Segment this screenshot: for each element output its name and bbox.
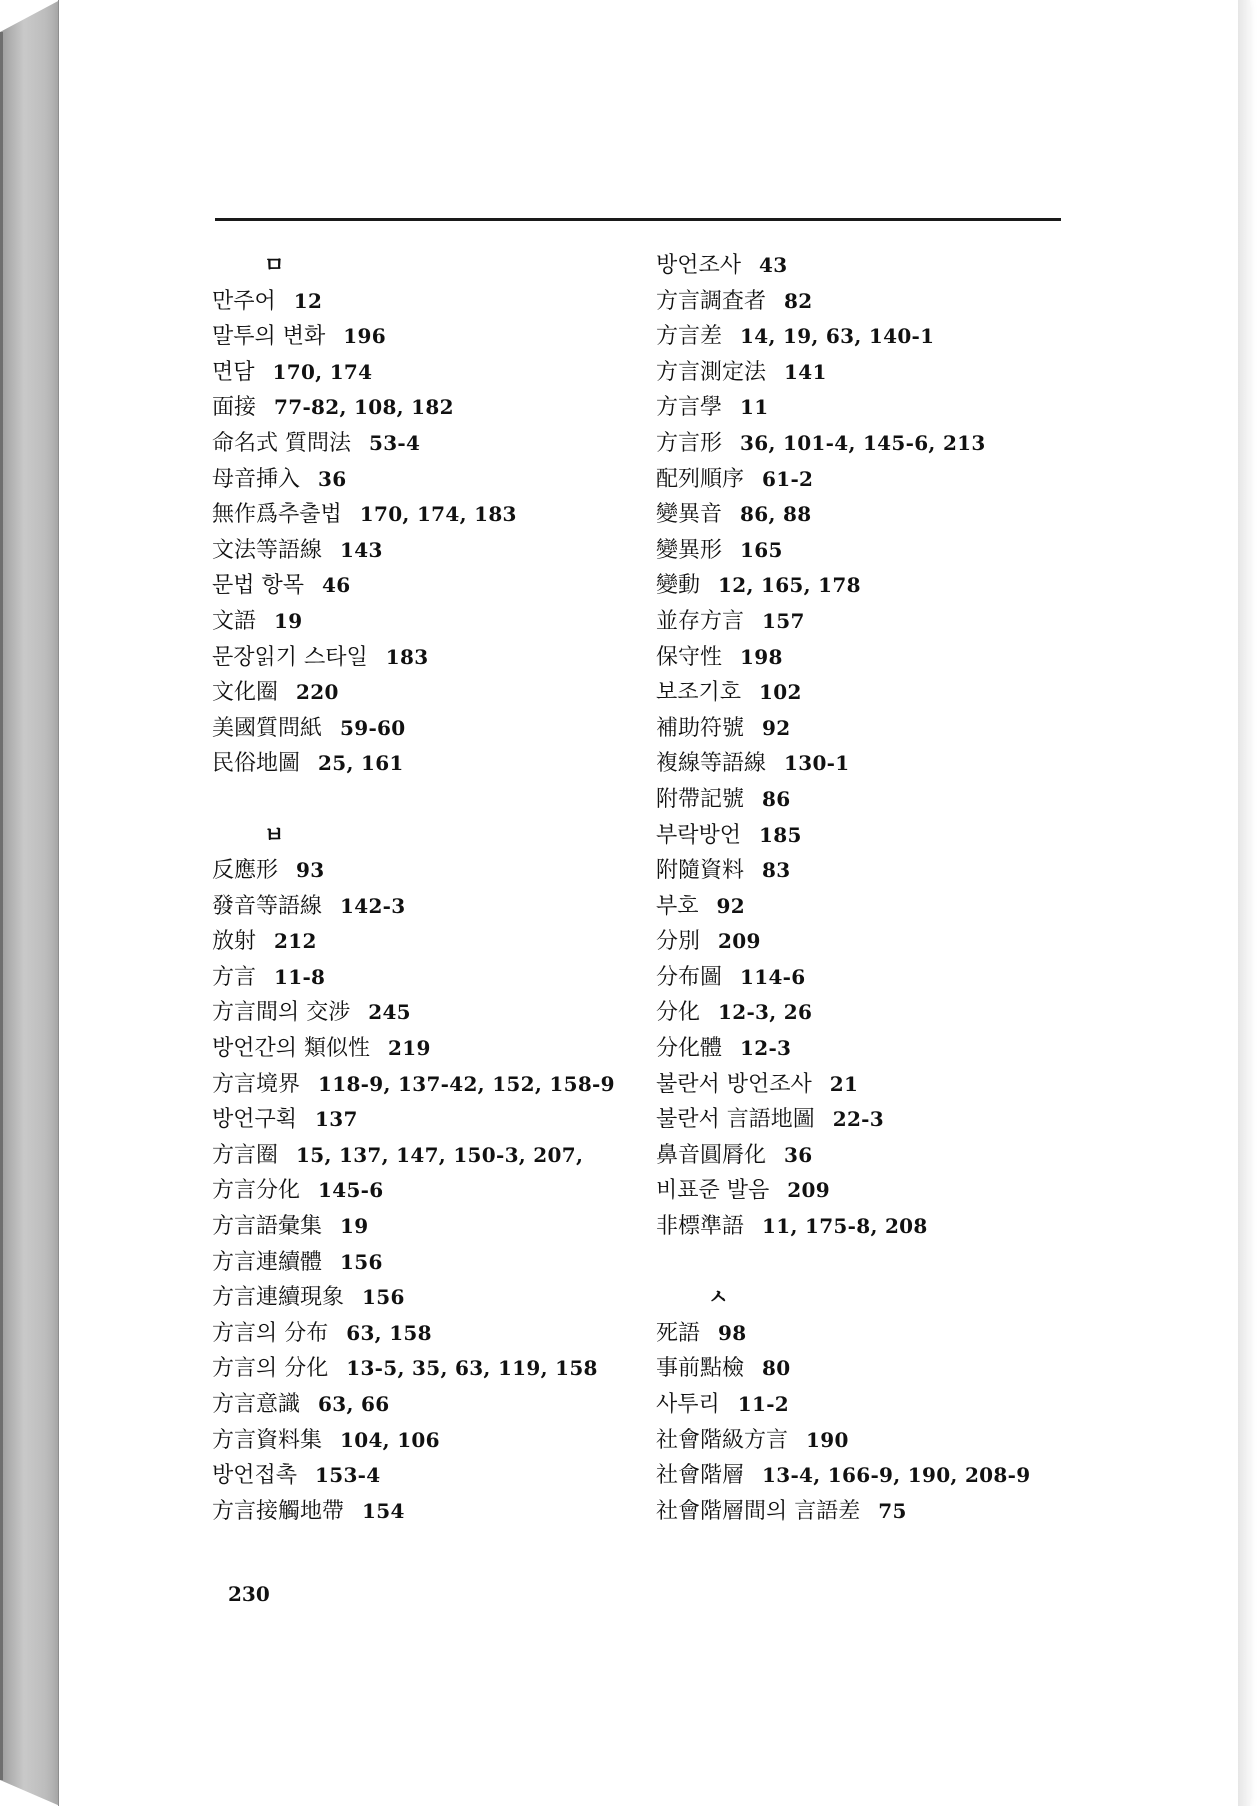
index-term: 方言測定法 <box>656 359 767 385</box>
index-entry <box>212 1387 632 1423</box>
index-pages: 209 <box>718 929 761 954</box>
index-pages: 46 <box>322 573 351 598</box>
index-entry <box>212 924 632 960</box>
index-entry <box>656 1031 1076 1067</box>
index-entry <box>212 426 632 462</box>
index-pages: 154 <box>362 1498 405 1523</box>
index-term: 부호 <box>656 893 699 919</box>
index-pages: 93 <box>296 858 325 883</box>
index-pages: 142-3 <box>340 893 406 918</box>
index-term: 面接 <box>212 395 257 421</box>
spine-edge <box>0 32 3 1780</box>
index-entry <box>656 1316 1076 1352</box>
index-pages: 11, 175-8, 208 <box>762 1214 928 1239</box>
index-entry <box>212 1245 632 1281</box>
index-pages: 220 <box>296 680 339 705</box>
index-pages: 86, 88 <box>740 502 812 527</box>
index-entry <box>656 426 1076 462</box>
index-pages: 12, 165, 178 <box>718 573 861 598</box>
index-entry <box>656 355 1076 391</box>
index-term: 方言의 分化 <box>212 1356 329 1382</box>
index-entry <box>212 675 632 711</box>
index-pages: 165 <box>740 537 783 562</box>
index-pages: 12-3 <box>740 1036 792 1061</box>
index-entry <box>656 1494 1076 1530</box>
index-entry <box>212 1458 632 1494</box>
index-pages: 198 <box>740 644 783 669</box>
index-pages: 36, 101-4, 145-6, 213 <box>740 430 986 455</box>
index-term: 方言의 分布 <box>212 1320 329 1346</box>
index-pages: 196 <box>343 324 386 349</box>
section-heading: ㅅ <box>708 1285 729 1310</box>
index-column-left <box>212 248 632 1529</box>
index-term: 分別 <box>656 929 701 955</box>
book-spine <box>0 0 60 1806</box>
index-pages: 156 <box>340 1249 383 1274</box>
index-pages: 82 <box>784 288 813 313</box>
section-heading: ㅁ <box>264 253 285 277</box>
section-heading: ㅂ <box>264 822 285 847</box>
index-entry <box>656 1458 1076 1494</box>
index-pages: 190 <box>806 1427 849 1452</box>
index-entry <box>212 390 632 426</box>
index-term: 부락방언 <box>656 822 742 848</box>
index-term: 分布圖 <box>656 964 723 990</box>
index-term: 方言資料集 <box>212 1427 323 1453</box>
index-term: 保守性 <box>656 644 723 670</box>
index-term: 無作爲추출법 <box>212 502 342 528</box>
index-pages: 92 <box>716 893 745 918</box>
index-term: 反應形 <box>212 858 279 884</box>
index-term: 불란서 방언조사 <box>656 1071 812 1097</box>
index-entry <box>656 248 1076 284</box>
index-entry <box>212 853 632 889</box>
index-term: 放射 <box>212 929 257 955</box>
index-pages: 75 <box>878 1498 907 1523</box>
index-entry <box>656 462 1076 498</box>
index-entry <box>212 1423 632 1459</box>
index-entry <box>656 1351 1076 1387</box>
page-number: 230 <box>228 1582 270 1606</box>
index-pages: 43 <box>759 253 788 277</box>
index-pages: 15, 137, 147, 150-3, 207, <box>296 1142 584 1167</box>
index-entry <box>656 853 1076 889</box>
index-pages: 157 <box>762 608 805 633</box>
index-entry <box>656 284 1076 320</box>
section-gap <box>212 782 632 818</box>
index-term: 방언구획 <box>212 1107 298 1133</box>
index-pages: 13-5, 35, 63, 119, 158 <box>346 1356 598 1381</box>
index-pages: 170, 174 <box>272 359 373 384</box>
index-pages: 14, 19, 63, 140-1 <box>740 324 935 349</box>
index-pages: 22-3 <box>832 1107 884 1132</box>
index-entry <box>656 1423 1076 1459</box>
index-term: 變異形 <box>656 537 723 563</box>
index-term: 문장읽기 스타일 <box>212 644 368 670</box>
index-entry <box>212 284 632 320</box>
index-entry <box>212 889 632 925</box>
index-pages: 98 <box>718 1320 747 1345</box>
index-pages: 219 <box>388 1036 431 1061</box>
index-pages: 80 <box>762 1356 791 1381</box>
index-pages: 170, 174, 183 <box>359 502 517 527</box>
index-pages: 145-6 <box>318 1178 384 1203</box>
index-pages: 21 <box>829 1071 859 1096</box>
index-pages: 118-9, 137-42, 152, 158-9 <box>318 1071 615 1096</box>
index-entry <box>212 568 632 604</box>
index-term: 社會階級方言 <box>656 1427 789 1453</box>
index-pages: 104, 106 <box>340 1427 440 1452</box>
index-entry <box>656 390 1076 426</box>
index-term: 社會階層間의 言語差 <box>656 1498 861 1524</box>
index-entry <box>212 604 632 640</box>
index-entry <box>212 1351 632 1387</box>
index-term: 文法等語線 <box>212 537 323 563</box>
index-pages: 77-82, 108, 182 <box>274 395 454 420</box>
index-pages: 12-3, 26 <box>718 1000 813 1025</box>
index-term: 불란서 言語地圖 <box>656 1107 815 1133</box>
index-pages: 11 <box>740 395 769 420</box>
index-term: 方言連續體 <box>212 1249 323 1275</box>
index-term: 文語 <box>212 608 257 634</box>
index-entry <box>656 924 1076 960</box>
top-rule <box>215 218 1061 221</box>
index-entry <box>212 711 632 747</box>
index-term: 死語 <box>656 1320 701 1346</box>
index-entry <box>212 1031 632 1067</box>
index-entry <box>656 711 1076 747</box>
index-entry <box>656 818 1076 854</box>
index-term: 方言形 <box>656 430 723 456</box>
index-entry <box>212 355 632 391</box>
index-term: 分化 <box>656 1000 701 1026</box>
index-pages: 92 <box>762 715 791 740</box>
index-pages: 19 <box>274 608 303 633</box>
index-term: 變異音 <box>656 502 723 528</box>
index-term: 事前點檢 <box>656 1356 745 1382</box>
index-pages: 12 <box>293 288 323 313</box>
index-term: 방언조사 <box>656 253 742 278</box>
index-pages: 212 <box>274 929 317 954</box>
index-pages: 61-2 <box>762 466 814 491</box>
index-entry <box>212 462 632 498</box>
index-term: 方言境界 <box>212 1071 301 1097</box>
index-entry <box>656 889 1076 925</box>
index-term: 방언간의 類似性 <box>212 1036 371 1062</box>
index-entry <box>656 1138 1076 1174</box>
index-term: 문법 항목 <box>212 573 305 599</box>
index-term: 方言意識 <box>212 1392 301 1417</box>
index-entry <box>656 1067 1076 1103</box>
index-entry <box>212 497 632 533</box>
index-pages: 183 <box>385 644 429 669</box>
index-pages: 153-4 <box>315 1463 381 1488</box>
index-term: 社會階層 <box>656 1463 745 1489</box>
index-entry <box>656 640 1076 676</box>
index-term: 方言圈 <box>212 1142 279 1168</box>
index-term: 사투리 <box>656 1392 720 1417</box>
index-entry <box>656 1173 1076 1209</box>
index-pages: 143 <box>340 537 383 562</box>
index-pages: 11-8 <box>274 964 326 989</box>
index-term: 方言分化 <box>212 1178 301 1204</box>
index-term: 附帶記號 <box>656 786 745 812</box>
index-term: 附隨資料 <box>656 858 745 884</box>
index-term: 비표준 발음 <box>656 1178 770 1204</box>
index-pages: 11-2 <box>737 1392 790 1416</box>
index-entry <box>212 746 632 782</box>
index-term: 鼻音圓脣化 <box>656 1142 767 1168</box>
index-term: 配列順序 <box>656 466 745 492</box>
index-pages: 209 <box>787 1178 830 1203</box>
index-entry <box>656 675 1076 711</box>
index-term: 보조기호 <box>656 680 742 706</box>
index-entry <box>656 746 1076 782</box>
index-term: 美國質問紙 <box>212 715 323 741</box>
index-entry <box>212 319 632 355</box>
index-term: 方言接觸地帶 <box>212 1498 345 1524</box>
index-term: 變動 <box>656 573 701 599</box>
index-entry <box>212 1280 632 1316</box>
index-pages: 25, 161 <box>318 751 404 776</box>
index-pages: 36 <box>784 1142 813 1167</box>
index-entry <box>656 1209 1076 1245</box>
index-term: 複線等語線 <box>656 751 767 777</box>
index-entry <box>212 1494 632 1530</box>
index-pages: 59-60 <box>340 715 406 740</box>
index-term: 方言學 <box>656 395 723 421</box>
index-pages: 83 <box>762 858 791 883</box>
index-pages: 245 <box>368 1000 411 1025</box>
index-term: 文化圈 <box>212 680 279 706</box>
index-entry <box>212 1138 632 1174</box>
index-term: 民俗地圖 <box>212 751 301 777</box>
index-pages: 19 <box>340 1214 369 1239</box>
index-pages: 130-1 <box>784 751 850 776</box>
index-term: 면담 <box>212 359 255 385</box>
index-entry <box>656 1102 1076 1138</box>
index-term: 方言調査者 <box>656 288 767 314</box>
index-entry <box>212 1173 632 1209</box>
section-gap <box>656 1245 1076 1281</box>
index-term: 方言 <box>212 964 257 990</box>
index-entry <box>656 782 1076 818</box>
index-entry <box>212 960 632 996</box>
index-pages: 102 <box>759 680 802 705</box>
page-edge <box>1238 0 1250 1806</box>
index-pages: 141 <box>784 359 827 384</box>
index-term: 分化體 <box>656 1036 723 1062</box>
index-pages: 36 <box>318 466 347 491</box>
index-entry <box>212 640 632 676</box>
index-entry <box>656 319 1076 355</box>
index-entry <box>656 497 1076 533</box>
index-term: 母音挿入 <box>212 466 301 492</box>
index-entry <box>656 1387 1076 1423</box>
index-entry <box>212 1209 632 1245</box>
index-entry <box>212 533 632 569</box>
index-term: 만주어 <box>212 288 276 314</box>
index-entry <box>212 1102 632 1138</box>
index-pages: 13-4, 166-9, 190, 208-9 <box>762 1463 1031 1488</box>
index-column-right <box>656 248 1076 1529</box>
index-term: 方言語彙集 <box>212 1214 323 1240</box>
index-pages: 137 <box>315 1107 358 1132</box>
index-pages: 63, 158 <box>346 1320 432 1345</box>
index-entry <box>212 995 632 1031</box>
index-entry <box>212 1316 632 1352</box>
index-pages: 156 <box>362 1285 405 1310</box>
index-term: 方言間의 交涉 <box>212 1000 351 1026</box>
index-term: 補助符號 <box>656 715 745 741</box>
index-entry <box>656 960 1076 996</box>
index-entry <box>656 604 1076 640</box>
index-term: 방언접촉 <box>212 1463 298 1489</box>
index-entry <box>656 995 1076 1031</box>
index-term: 發音等語線 <box>212 893 323 919</box>
index-pages: 63, 66 <box>318 1392 390 1416</box>
index-entry <box>656 568 1076 604</box>
index-term: 並存方言 <box>656 608 745 634</box>
index-term: 方言差 <box>656 324 723 350</box>
index-term: 말투의 변화 <box>212 324 326 350</box>
index-pages: 114-6 <box>740 964 806 989</box>
index-term: 命名式 質問法 <box>212 430 351 456</box>
index-entry <box>212 1067 632 1103</box>
index-term: 方言連續現象 <box>212 1285 345 1311</box>
index-term: 非標準語 <box>656 1214 745 1240</box>
index-pages: 185 <box>759 822 802 847</box>
index-pages: 53-4 <box>369 430 421 455</box>
index-entry <box>656 533 1076 569</box>
index-pages: 86 <box>762 786 791 811</box>
